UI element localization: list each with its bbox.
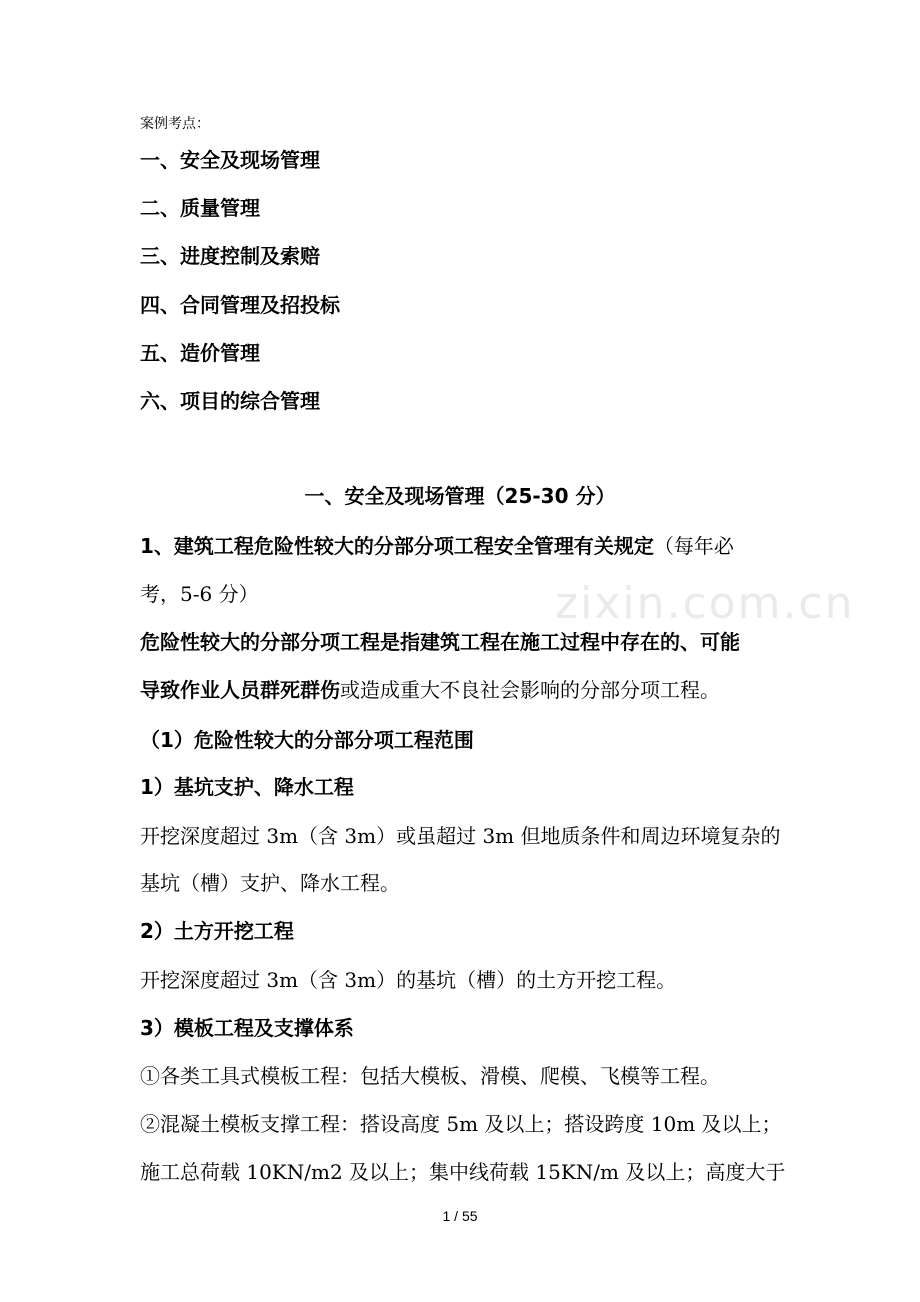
sub2-heading: 2）土方开挖工程 [140, 919, 294, 943]
toc-item-2: 二、质量管理 [140, 196, 260, 220]
item1-normal-text: （每年必 [653, 534, 734, 558]
scope-heading: （1）危险性较大的分部分项工程范围 [140, 728, 474, 752]
section-title: 一、安全及现场管理（25-30 分） [304, 484, 616, 508]
item1-bold-text: 1、建筑工程危险性较大的分部分项工程安全管理有关规定 [140, 534, 654, 558]
definition-normal-text: 或造成重大不良社会影响的分部分项工程。 [340, 678, 720, 702]
sub1-heading: 1）基坑支护、降水工程 [140, 775, 354, 799]
watermark: zixin.com.cn [555, 578, 855, 629]
toc-item-1: 一、安全及现场管理 [140, 148, 320, 172]
intro-label: 案例考点： [140, 116, 210, 132]
sub1-line2: 基坑（槽）支护、降水工程。 [140, 871, 400, 895]
sub3-item-a: ①各类工具式模板工程：包括大模板、滑模、爬模、飞模等工程。 [140, 1064, 720, 1088]
definition-bold-text: 导致作业人员群死群伤 [140, 678, 340, 702]
page-number: 1 / 55 [442, 1208, 478, 1224]
sub3-item-b-cont: 施工总荷载 10KN/m2 及以上；集中线荷载 15KN/m 及以上；高度大于 [140, 1160, 786, 1184]
definition-line1: 危险性较大的分部分项工程是指建筑工程在施工过程中存在的、可能 [140, 630, 740, 654]
item1-line1 [140, 536, 734, 556]
toc-item-6: 六、项目的综合管理 [140, 389, 320, 413]
item1-line2: 考，5-6 分） [140, 582, 259, 606]
sub2-line1: 开挖深度超过 3m（含 3m）的基坑（槽）的土方开挖工程。 [140, 968, 677, 992]
sub3-heading: 3）模板工程及支撑体系 [140, 1016, 354, 1040]
toc-item-5: 五、造价管理 [140, 341, 260, 365]
sub1-line1: 开挖深度超过 3m（含 3m）或虽超过 3m 但地质条件和周边环境复杂的 [140, 824, 781, 848]
toc-item-4: 四、合同管理及招投标 [140, 293, 340, 317]
definition-line2 [140, 680, 720, 700]
toc-item-3: 三、进度控制及索赔 [140, 244, 320, 268]
sub3-item-b: ②混凝土模板支撑工程：搭设高度 5m 及以上；搭设跨度 10m 及以上； [140, 1112, 782, 1136]
